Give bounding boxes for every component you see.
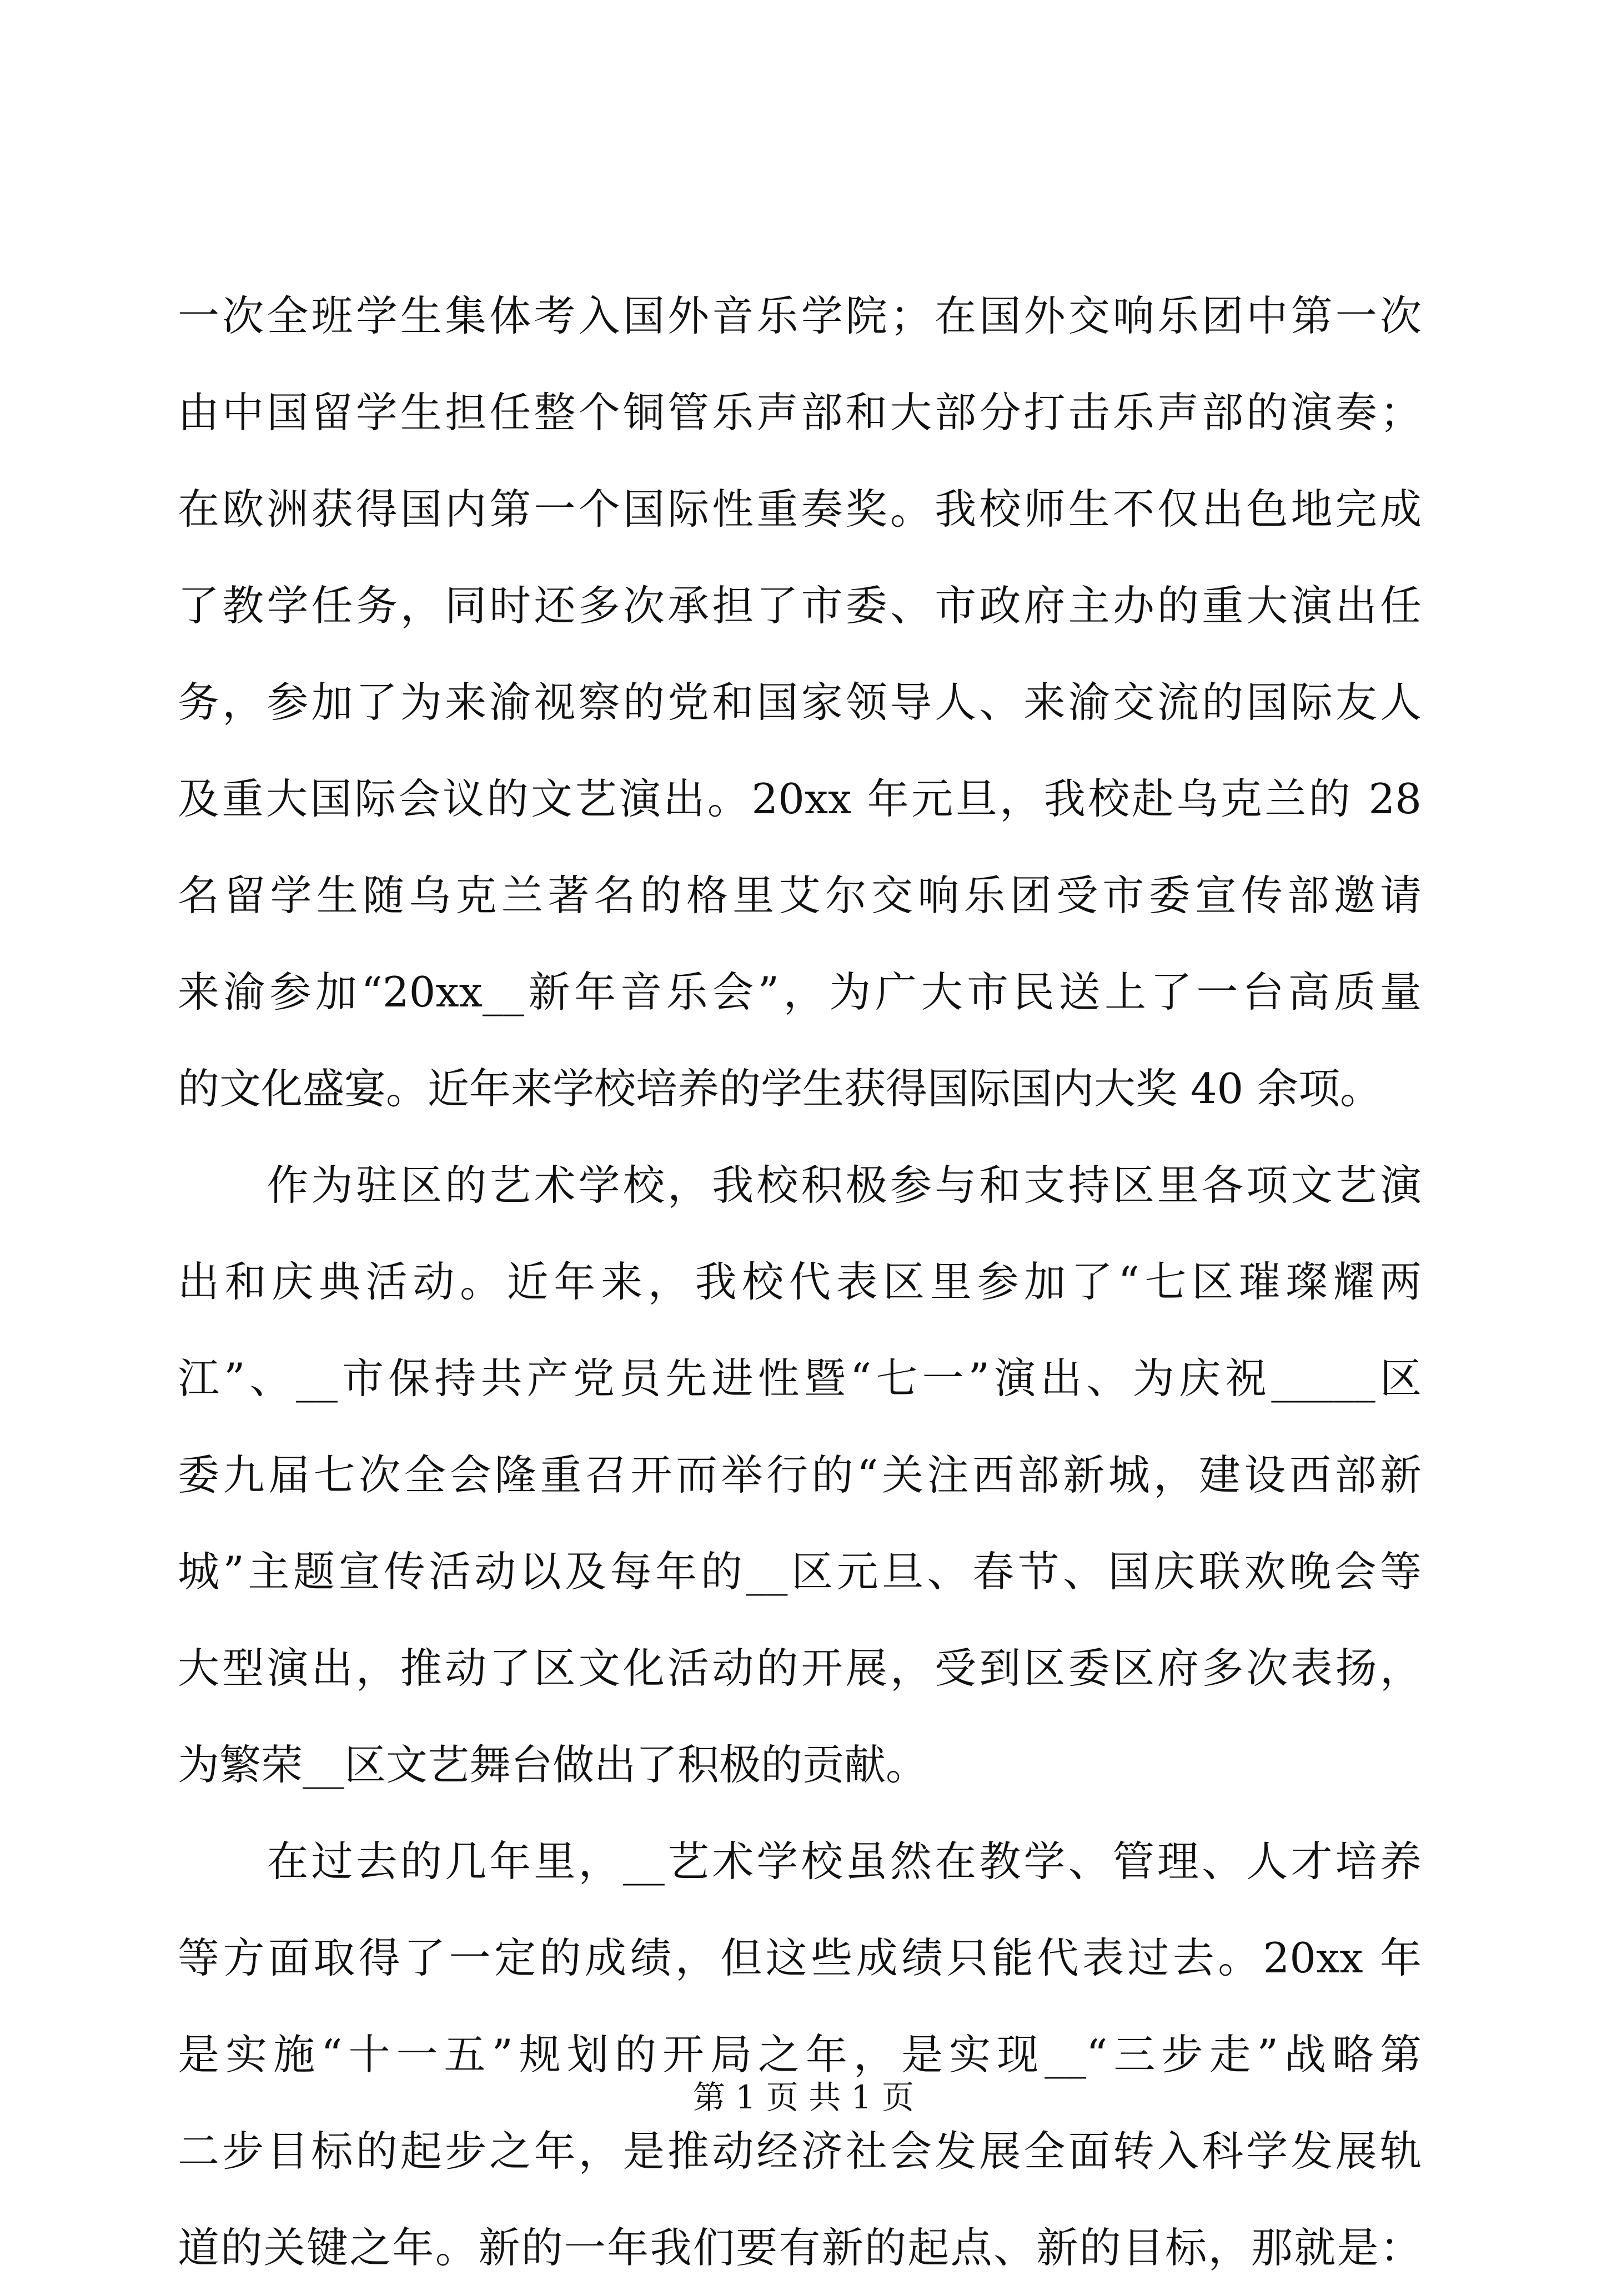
text-line: 在欧洲获得国内第一个国际性重奏奖。我校师生不仅出色地完成 <box>178 485 1422 533</box>
page-number-footer: 第 1 页 共 1 页 <box>693 2078 914 2116</box>
text-line: 的文化盛宴。近年来学校培养的学生获得国际国内大奖 40 余项。 <box>178 1064 1382 1113</box>
text-line: 一次全班学生集体考入国外音乐学院；在国外交响乐团中第一次 <box>178 291 1422 340</box>
text-line: 由中国留学生担任整个铜管乐声部和大部分打击乐声部的演奏； <box>178 388 1422 437</box>
text-line: 了教学任务，同时还多次承担了市委、市政府主办的重大演出任 <box>178 581 1422 630</box>
text-line: 委九届七次全会隆重召开而举行的“关注西部新城，建设西部新 <box>178 1451 1422 1499</box>
text-line: 及重大国际会议的文艺演出。20xx 年元旦，我校赴乌克兰的 28 <box>178 774 1422 823</box>
text-line: 二步目标的起步之年，是推动经济社会发展全面转入科学发展轨 <box>178 2127 1422 2176</box>
text-line: 务，参加了为来渝视察的党和国家领导人、来渝交流的国际友人 <box>178 678 1422 727</box>
text-line: 为繁荣__区文艺舞台做出了积极的贡献。 <box>178 1740 928 1789</box>
text-line: 出和庆典活动。近年来，我校代表区里参加了“七区璀璨耀两 <box>178 1257 1422 1306</box>
text-line: 名留学生随乌克兰著名的格里艾尔交响乐团受市委宣传部邀请 <box>178 871 1422 920</box>
text-line: 江”、__市保持共产党员先进性暨“七一”演出、为庆祝_____区 <box>178 1354 1422 1403</box>
text-line: 城”主题宣传活动以及每年的__区元旦、春节、国庆联欢晚会等 <box>178 1547 1422 1596</box>
text-line: 作为驻区的艺术学校，我校积极参与和支持区里各项文艺演 <box>178 1161 1422 1210</box>
document-body <box>178 268 1422 2296</box>
text-line: 道的关键之年。新的一年我们要有新的起点、新的目标，那就是： <box>178 2223 1422 2272</box>
text-line: 大型演出，推动了区文化活动的开展，受到区委区府多次表扬， <box>178 1644 1422 1693</box>
text-line: 等方面取得了一定的成绩，但这些成绩只能代表过去。20xx 年 <box>178 1934 1422 1982</box>
text-line: 来渝参加“20xx__新年音乐会”，为广大市民送上了一台高质量 <box>178 968 1422 1016</box>
text-line: 在过去的几年里，__艺术学校虽然在教学、管理、人才培养 <box>178 1837 1422 1886</box>
text-line: 是实施“十一五”规划的开局之年，是实现__“三步走”战略第 <box>178 2030 1422 2079</box>
